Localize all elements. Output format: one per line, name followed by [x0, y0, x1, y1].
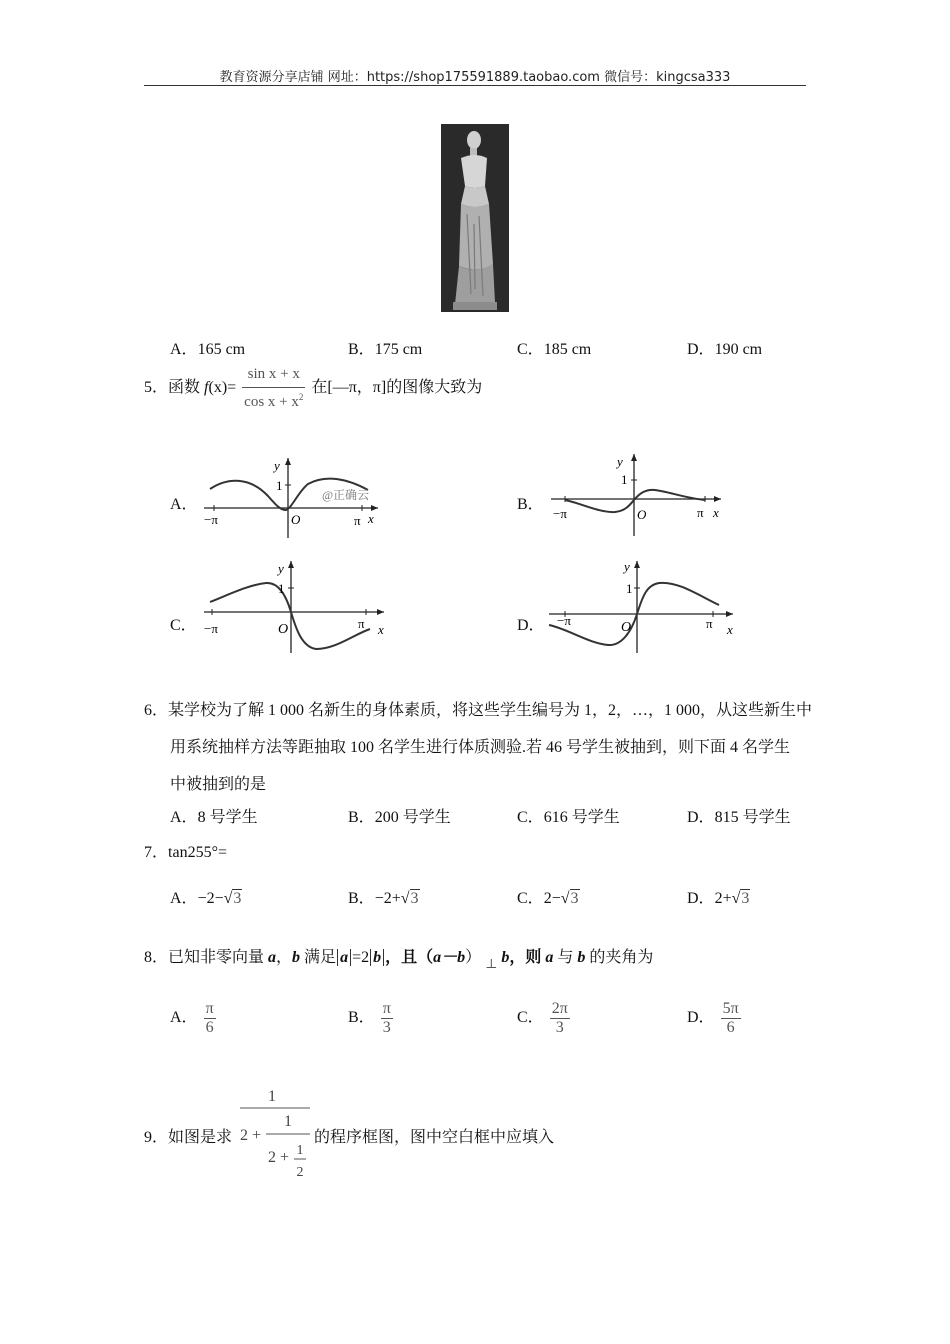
q5-stem: [144, 366, 482, 411]
question-number: 9．: [144, 1129, 169, 1146]
option-letter: B．: [348, 341, 375, 358]
option-text: 185 cm: [543, 341, 592, 358]
graph-a: [198, 452, 388, 542]
option-text: −2+: [374, 890, 401, 907]
graph-c-one-label: 1: [278, 581, 285, 596]
graph-a-x-label: x: [368, 511, 374, 526]
sqrt-radicand: 3: [570, 890, 579, 907]
option-text: 165 cm: [197, 341, 246, 358]
q6-option-b: [348, 804, 451, 827]
q7-option-c: [517, 885, 580, 908]
q5-suffix: 在[—π，π]的图像大致为: [311, 379, 483, 397]
q8-text-6: 与: [553, 949, 578, 966]
graph-a-origin-label: O: [291, 512, 301, 527]
q6-line-1: [144, 697, 812, 720]
q6-line-2: 用系统抽样方法等距抽取 100 名学生进行体质测验.若 46 号学生被抽到，则下面 4 名学生: [170, 739, 791, 756]
q8-a-minus-b: a－b: [433, 949, 466, 966]
cf-middle-one: 1: [284, 1113, 292, 1130]
q5-fname: f: [204, 379, 209, 397]
vector-b: b: [501, 949, 510, 966]
option-text: 815 号学生: [714, 809, 791, 826]
q8-stem: [144, 944, 654, 971]
q7-option-a: [170, 885, 242, 908]
q8-comma: ，: [276, 949, 293, 966]
option-text: 200 号学生: [374, 809, 451, 826]
option-letter: D．: [687, 809, 715, 826]
graph-b-y-label: y: [617, 454, 623, 469]
sqrt-radicand: 3: [410, 890, 419, 907]
option-letter: B．: [348, 809, 375, 826]
question-number: 8．: [144, 949, 169, 966]
option-text: 175 cm: [374, 341, 423, 358]
graph-d-y-label: y: [624, 559, 630, 574]
statue-image: [441, 124, 509, 312]
q7-option-b: [348, 885, 420, 908]
option-letter: C．: [517, 1009, 544, 1027]
q9-text-1: 如图是求: [168, 1129, 233, 1146]
vector-a: a: [545, 949, 554, 966]
sqrt-symbol: √3: [560, 890, 579, 907]
q8-text-2: 满足: [300, 949, 337, 966]
option-letter: D．: [687, 1009, 715, 1027]
cf-inner-plus: +: [280, 1149, 290, 1166]
q4-option-d: [687, 336, 762, 359]
q8-text-7: 的夹角为: [585, 949, 654, 966]
perp-symbol: ⊥: [485, 956, 498, 971]
graph-c-x-label: x: [378, 622, 384, 637]
q4-option-a: [170, 336, 245, 359]
option-letter: C．: [517, 809, 544, 826]
graph-a-pi-label: π: [354, 513, 361, 528]
page-header: 教育资源分享店铺 网址：https://shop175591889.taobao.com 微信号：kingcsa333: [219, 70, 731, 85]
option-letter: A．: [170, 809, 198, 826]
vector-a: a: [340, 949, 349, 966]
option-fraction: [204, 1000, 216, 1037]
q8-text-4: ）: [465, 949, 482, 966]
cf-outer-two: 2: [240, 1127, 248, 1144]
question-number: 7．: [144, 844, 169, 861]
q8-text-5: ，则: [509, 949, 546, 966]
sqrt-symbol: √3: [400, 890, 419, 907]
graph-b-origin-label: O: [637, 507, 647, 522]
graph-b-one-label: 1: [621, 472, 628, 487]
graph-c: [198, 555, 392, 655]
graph-b-neg-pi-label: −π: [553, 506, 567, 521]
q9-stem-left: [144, 1124, 232, 1147]
option-fraction: [381, 1000, 393, 1037]
option-text: −2−: [197, 890, 224, 907]
q7-stem: [144, 839, 227, 862]
vector-b: b: [577, 949, 586, 966]
option-text: 2+: [714, 890, 732, 907]
q8-option-d: [687, 1000, 743, 1037]
q5-option-d: D．: [517, 617, 545, 634]
q5-prefix: 函数: [168, 379, 205, 397]
q5-option-a: A．: [170, 496, 198, 513]
cf-top-one: 1: [268, 1088, 276, 1105]
option-fraction: [721, 1000, 741, 1037]
cf-outer-plus: +: [252, 1127, 262, 1144]
option-text: 8 号学生: [197, 809, 258, 826]
q8-option-b: [348, 1000, 395, 1037]
q4-option-c: [517, 336, 591, 359]
q8-text-3: ，且（: [385, 949, 434, 966]
option-letter: A．: [170, 1009, 198, 1027]
header-rule: [144, 85, 806, 86]
option-text: 190 cm: [714, 341, 763, 358]
q5-den-main: cos x + x: [244, 394, 299, 410]
q9-continued-fraction: [236, 1082, 316, 1182]
q6-option-a: [170, 804, 258, 827]
question-number: 6．: [144, 702, 169, 719]
q6-text-1: 某学校为了解 1 000 名新生的身体素质，将这些学生编号为 1，2，…，1 000，从这些新生中: [168, 702, 813, 719]
q5-fraction: [242, 366, 305, 411]
q5-fvar: (x)=: [208, 379, 237, 397]
option-letter: B．: [348, 890, 375, 907]
graph-d-x-label: x: [727, 622, 733, 637]
graph-d-origin-label: O: [621, 620, 632, 635]
q6-option-d: [687, 804, 791, 827]
option-letter: C．: [517, 341, 544, 358]
option-letter: A．: [170, 890, 198, 907]
q5-den-sup: 2: [298, 392, 304, 402]
cf-inner-two: 2: [268, 1149, 276, 1166]
fraction-num: 5π: [722, 1000, 739, 1017]
q5-option-c: C．: [170, 617, 197, 634]
graph-b-pi-label: π: [697, 505, 704, 520]
sqrt-symbol: √3: [223, 890, 242, 907]
fraction-num: 2π: [551, 1000, 568, 1017]
fraction-den: 6: [726, 1019, 735, 1036]
abs-a: [337, 949, 351, 966]
fraction-den: 3: [555, 1019, 564, 1036]
graph-d-one-label: 1: [626, 581, 633, 596]
q5-option-b: B．: [517, 496, 544, 513]
fraction-num: π: [205, 1000, 214, 1017]
graph-d: [543, 555, 741, 655]
vector-a: a: [268, 949, 277, 966]
fraction-num: π: [382, 1000, 391, 1017]
graph-c-neg-pi-label: −π: [204, 621, 218, 636]
cf-inner-one: 1: [296, 1143, 304, 1158]
sqrt-radicand: 3: [233, 890, 242, 907]
q8-eq: =2: [352, 949, 370, 966]
graph-b: [545, 450, 735, 542]
q4-option-b: [348, 336, 422, 359]
q7-text: tan255°=: [168, 844, 227, 861]
q5-denominator: [242, 388, 305, 411]
option-letter: C．: [517, 890, 544, 907]
graph-c-origin-label: O: [278, 622, 289, 637]
vector-b: b: [292, 949, 301, 966]
cf-inner-den-two: 2: [296, 1165, 304, 1180]
graph-a-one-label: 1: [276, 478, 283, 493]
option-letter: D．: [687, 890, 715, 907]
option-letter: B．: [348, 1009, 375, 1027]
fraction-den: 3: [382, 1019, 391, 1036]
q5-numerator: sin x + x: [247, 366, 300, 382]
option-text: 2−: [543, 890, 561, 907]
abs-b: [370, 949, 384, 966]
graph-c-y-label: y: [278, 561, 284, 576]
graph-a-watermark: @正确云: [322, 488, 370, 502]
option-fraction: [550, 1000, 570, 1037]
q8-text-1: 已知非零向量: [168, 949, 269, 966]
q9-stem-right: 的程序框图，图中空白框中应填入: [314, 1129, 555, 1146]
graph-c-pi-label: π: [358, 616, 365, 631]
q8-option-c: [517, 1000, 572, 1037]
q6-option-c: [517, 804, 620, 827]
graph-b-x-label: x: [713, 505, 719, 520]
graph-a-y-label: y: [274, 458, 280, 473]
sqrt-radicand: 3: [741, 890, 750, 907]
q8-option-a: [170, 1000, 218, 1037]
vector-b: b: [373, 949, 382, 966]
option-letter: D．: [687, 341, 715, 358]
option-text: 616 号学生: [543, 809, 620, 826]
graph-d-neg-pi-label: −π: [557, 613, 571, 628]
graph-a-neg-pi-label: −π: [204, 512, 218, 527]
q6-line-3: 中被抽到的是: [170, 776, 267, 793]
question-number: 5．: [144, 379, 169, 397]
q7-option-d: [687, 885, 750, 908]
sqrt-symbol: √3: [731, 890, 750, 907]
graph-d-pi-label: π: [706, 616, 713, 631]
option-letter: A．: [170, 341, 198, 358]
fraction-den: 6: [205, 1019, 214, 1036]
